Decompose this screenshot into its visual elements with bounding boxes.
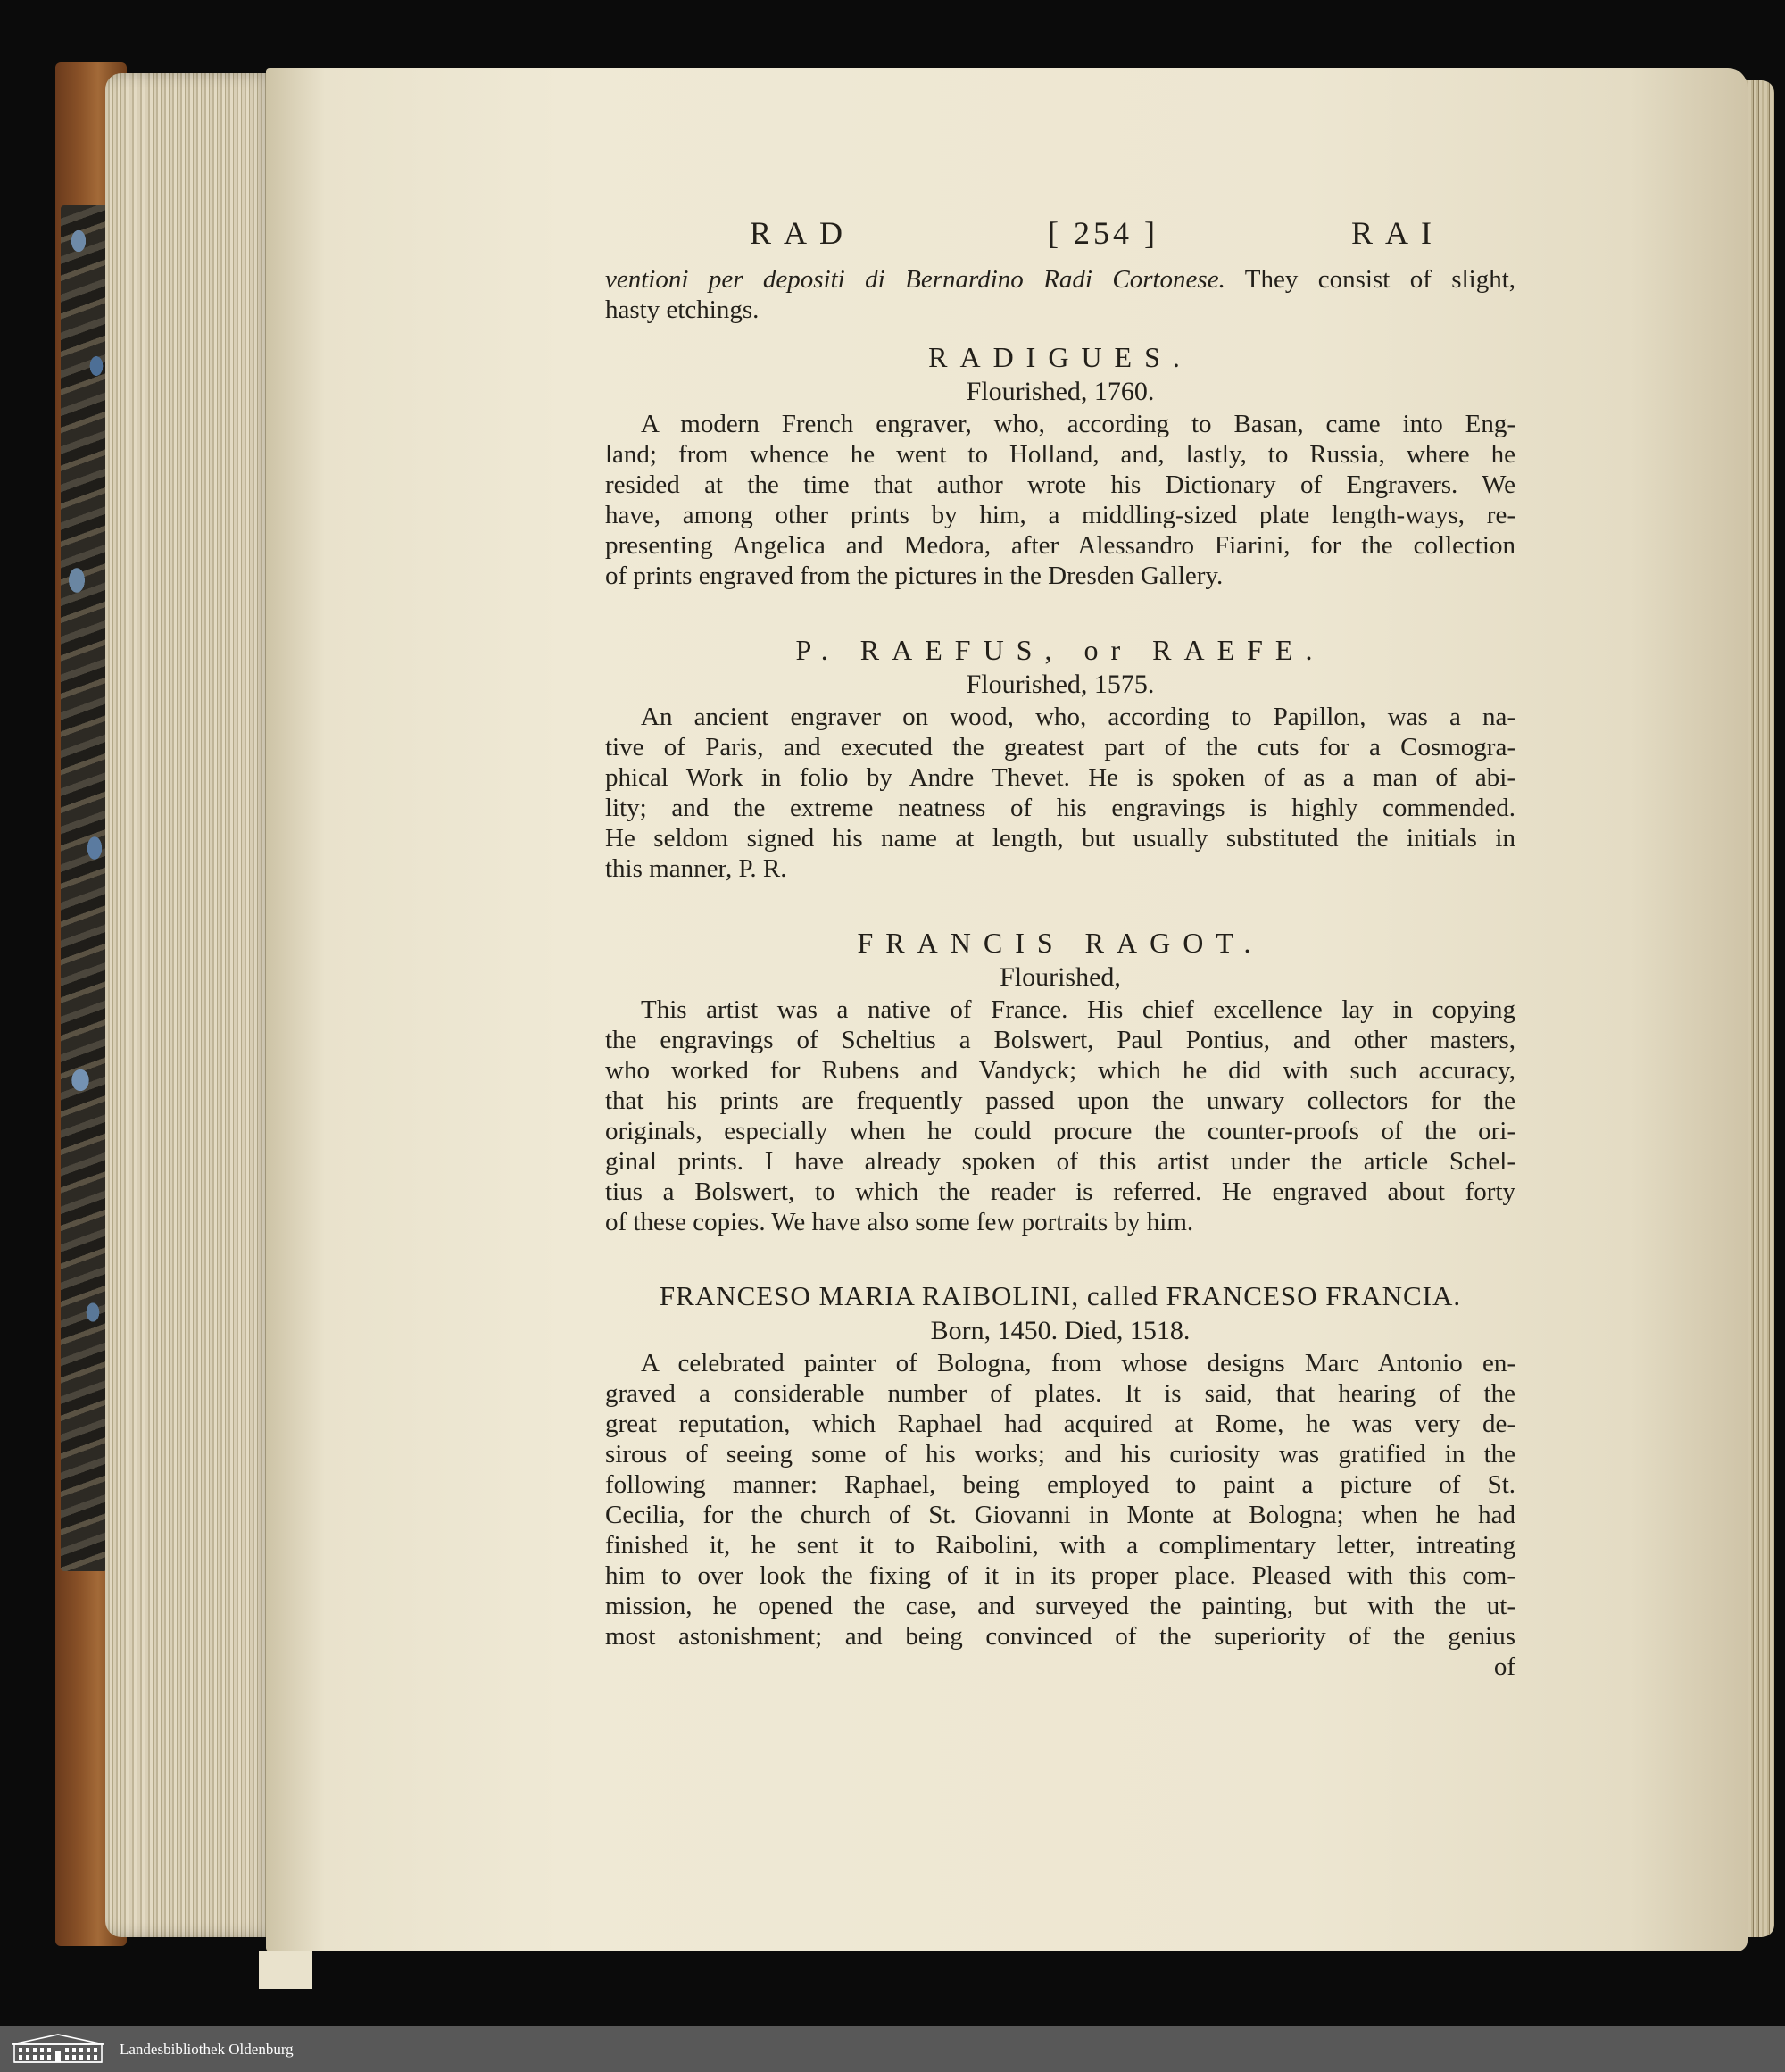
entry-line: A celebrated painter of Bologna, from whose designs Marc Antonio en- <box>641 1349 1515 1377</box>
entry-name: RADIGUES. <box>928 341 1192 373</box>
entry-line: phical Work in folio by Andre Thevet. He is spoken of as a man of abi- <box>605 763 1515 792</box>
entry-line: This artist was a native of France. His chief excellence lay in copying <box>641 995 1515 1024</box>
entry-line: Cecilia, for the church of St. Giovanni in Monte at Bologna; when he had <box>605 1501 1515 1529</box>
running-head-left: RAD <box>750 215 856 251</box>
entry-line: originals, especially when he could procure the counter-proofs of the ori- <box>605 1117 1515 1145</box>
library-name: Landesbibliothek Oldenburg <box>120 2041 294 2058</box>
entry-line: tius a Bolswert, to which the reader is referred. He engraved about forty <box>605 1177 1515 1206</box>
paper-tab <box>259 1951 312 1989</box>
entry-line: tive of Paris, and executed the greatest part of the cuts for a Cosmogra- <box>605 733 1515 761</box>
entry-line: great reputation, which Raphael had acquired at Rome, he was very de- <box>605 1410 1515 1438</box>
entry-line: lity; and the extreme neatness of his engravings is highly commended. <box>605 794 1515 822</box>
entry-date: Flourished, <box>1000 962 1121 992</box>
entry-name: FRANCESO MARIA RAIBOLINI, called FRANCESO FRANCIA. <box>659 1280 1462 1311</box>
library-building-icon <box>9 2032 107 2066</box>
entry-line: sirous of seeing some of his works; and his curiosity was gratified in the <box>605 1440 1515 1469</box>
intro-plain: They consist of slight, <box>1225 265 1515 294</box>
entry-line: He seldom signed his name at length, but usually substituted the initials in <box>605 824 1515 853</box>
entry-line: most astonishment; and being convinced of the superiority of the genius <box>605 1622 1515 1651</box>
entry-date: Flourished, 1575. <box>966 670 1155 699</box>
page-block-edge <box>105 73 275 1937</box>
entry-line: presenting Angelica and Medora, after Alessandro Fiarini, for the collection <box>605 531 1515 560</box>
entry-line: graved a considerable number of plates. It is said, that hearing of the <box>605 1379 1515 1408</box>
intro-line <box>605 295 1515 325</box>
entry-line: that his prints are frequently passed upon the unwary collectors for the <box>605 1086 1515 1115</box>
entry-date: Born, 1450. Died, 1518. <box>930 1316 1191 1345</box>
intro-italic: ventioni per depositi di Bernardino Radi Cortonese. <box>605 265 1225 294</box>
page-text <box>605 214 1515 1682</box>
entry-line: the engravings of Scheltius a Bolswert, Paul Pontius, and other masters, <box>605 1026 1515 1054</box>
entry-line: who worked for Rubens and Vandyck; which he did with such accuracy, <box>605 1056 1515 1085</box>
entry-line: have, among other prints by him, a middling-sized plate length-ways, re- <box>605 501 1515 529</box>
entry-line: mission, he opened the case, and surveyed the painting, but with the ut- <box>605 1592 1515 1620</box>
entry-line: land; from whence he went to Holland, and, lastly, to Russia, where he <box>605 440 1515 469</box>
entry-line: An ancient engraver on wood, who, according to Papillon, was a na- <box>641 703 1515 731</box>
entry-line: resided at the time that author wrote his Dictionary of Engravers. We <box>605 470 1515 499</box>
page-number: [ 254 ] <box>1048 215 1158 251</box>
entry-name: FRANCIS RAGOT. <box>857 927 1264 959</box>
library-footer <box>0 2026 1785 2072</box>
entry-name: P. RAEFUS, or RAEFE. <box>795 634 1325 666</box>
entry-line: this manner, P. R. <box>605 854 787 883</box>
entry-line: him to over look the fixing of it in its proper place. Pleased with this com- <box>605 1561 1515 1590</box>
intro-plain: hasty etchings. <box>605 295 760 324</box>
intro-line <box>605 264 1515 295</box>
running-head-right: RAI <box>1351 215 1444 251</box>
entry-line: of prints engraved from the pictures in the Dresden Gallery. <box>605 562 1224 590</box>
entry-date: Flourished, 1760. <box>966 377 1155 406</box>
entry-line: following manner: Raphael, being employed to paint a picture of St. <box>605 1470 1515 1499</box>
running-head <box>605 214 1515 264</box>
entry-line: A modern French engraver, who, according to Basan, came into Eng- <box>641 410 1515 438</box>
entry-line: ginal prints. I have already spoken of this artist under the article Schel- <box>605 1147 1515 1176</box>
catchword: of <box>1493 1652 1515 1681</box>
entry-line: finished it, he sent it to Raibolini, with a complimentary letter, intreating <box>605 1531 1515 1560</box>
entry-line: of these copies. We have also some few portraits by him. <box>605 1208 1194 1236</box>
